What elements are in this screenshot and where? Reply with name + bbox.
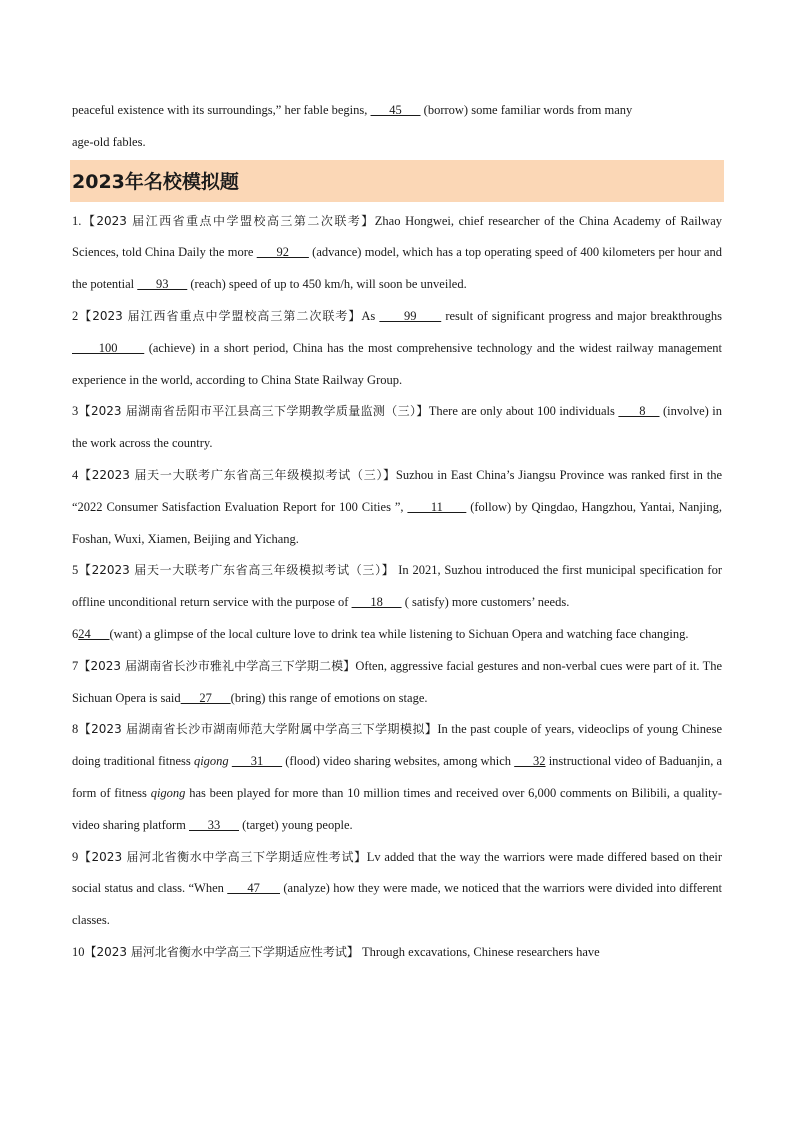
question-9: 9【2023 届河北省衡水中学高三下学期适应性考试】Lv added that the way the warriors were made differed based on their social status and class. “When 47 (analyze) how they were made, we noticed that the warriors were divided into different classes. [72,849,723,928]
question-source: 【22023 届天一大联考广东省高三年级模拟考试（三）】 [78,563,395,578]
question-source: 【2023 届江西省重点中学盟校高三第二次联考】 [78,308,362,323]
question-4: 4【22023 届天一大联考广东省高三年级模拟考试（三）】Suzhou in East China’s Jiangsu Province was ranked first in the “2022 Consumer Satisfaction Evaluation Report for 100 Cities ”, 11 (follow) by Qingdao, Hangzhou, Yantai, Nanjing, Foshan, Wuxi, Xiamen, Beijing and Yichang. [72,467,722,546]
intro-text-cont: (borrow) some familiar words from many [423,103,633,117]
blank-18: 18 [351,595,402,610]
blank-32: 32 [514,754,546,769]
section-heading: 2023年名校模拟题 [70,160,724,202]
intro-text: peaceful existence with its surroundings,” her fable begins, [72,103,368,117]
question-1: 1.【2023 届江西省重点中学盟校高三第二次联考】Zhao Hongwei, chief researcher of the China Academy of Railway Sciences, told China Daily the more 92 (advance) model, which has a top operating speed of 400 kilometers per hour and the potential 93 (reach) speed of up to 450 km/h, will soon be unveiled. [72,213,723,292]
intro-paragraph [72,95,722,159]
question-source: 【2023 届江西省重点中学盟校高三第二次联考】 [81,213,375,228]
intro-text-end: age-old fables. [72,134,146,149]
question-source: 【2023 届湖南省岳阳市平江县高三下学期教学质量监测（三）】 [78,404,429,419]
blank-31: 31 [231,754,283,769]
blank-11: 11 [407,499,467,514]
question-10: 10【2023 届河北省衡水中学高三下学期适应性考试】 Through excavations, Chinese researchers have [72,944,600,959]
blank-27: 27 [180,690,231,705]
blank-92: 92 [256,245,309,260]
question-source: 【2023 届湖南省长沙市雅礼中学高三下学期二模】 [78,658,356,673]
question-3: 3【2023 届湖南省岳阳市平江县高三下学期教学质量监测（三）】There are only about 100 individuals 8 (involve) in the work across the country. [72,404,723,451]
blank-24: 24 [78,626,110,641]
question-source: 【22023 届天一大联考广东省高三年级模拟考试（三）】 [78,467,396,482]
question-5: 5【22023 届天一大联考广东省高三年级模拟考试（三）】 In 2021, Suzhou introduced the first municipal specification for offline unconditional return service with the purpose of 18 ( satisfy) more customers’ needs. [72,563,722,610]
blank-93: 93 [137,277,188,292]
blank-45: 45 [370,103,421,117]
blank-99: 99 [379,308,442,323]
question-6: 624 (want) a glimpse of the local culture love to drink tea while listening to Sichuan Opera and watching face changing. [72,626,689,641]
question-source: 【2023 届河北省衡水中学高三下学期适应性考试】 [78,849,367,864]
question-8: 8【2023 届湖南省长沙市湖南师范大学附属中学高三下学期模拟】In the past couple of years, videoclips of young Chinese doing traditional fitness qigong 31 (flood) video sharing websites, among which 32 instructional video of Baduanjin, a form of fitness qigong has been played for more than 10 million times and received over 6,000 comments on Bilibili, a quality-video sharing platform 33 (target) young people. [72,722,723,832]
question-source: 【2023 届河北省衡水中学高三下学期适应性考试】 [84,944,359,959]
question-2: 2【2023 届江西省重点中学盟校高三第二次联考】As 99 result of significant progress and major breakthroughs 100 (achieve) in a short period, China has the most comprehensive technology and the widest railway management experience in the world, according to China State Railway Group. [72,308,723,387]
content [72,95,722,969]
question-source: 【2023 届湖南省长沙市湖南师范大学附属中学高三下学期模拟】 [78,722,438,737]
blank-8: 8 [618,404,660,419]
blank-47: 47 [227,881,280,896]
blank-100: 100 [72,340,145,355]
blank-33: 33 [189,817,239,832]
question-7: 7【2023 届湖南省长沙市雅礼中学高三下学期二模】Often, aggressive facial gestures and non-verbal cues were part of it. The Sichuan Opera is said 27 (bring) this range of emotions on stage. [72,658,723,705]
